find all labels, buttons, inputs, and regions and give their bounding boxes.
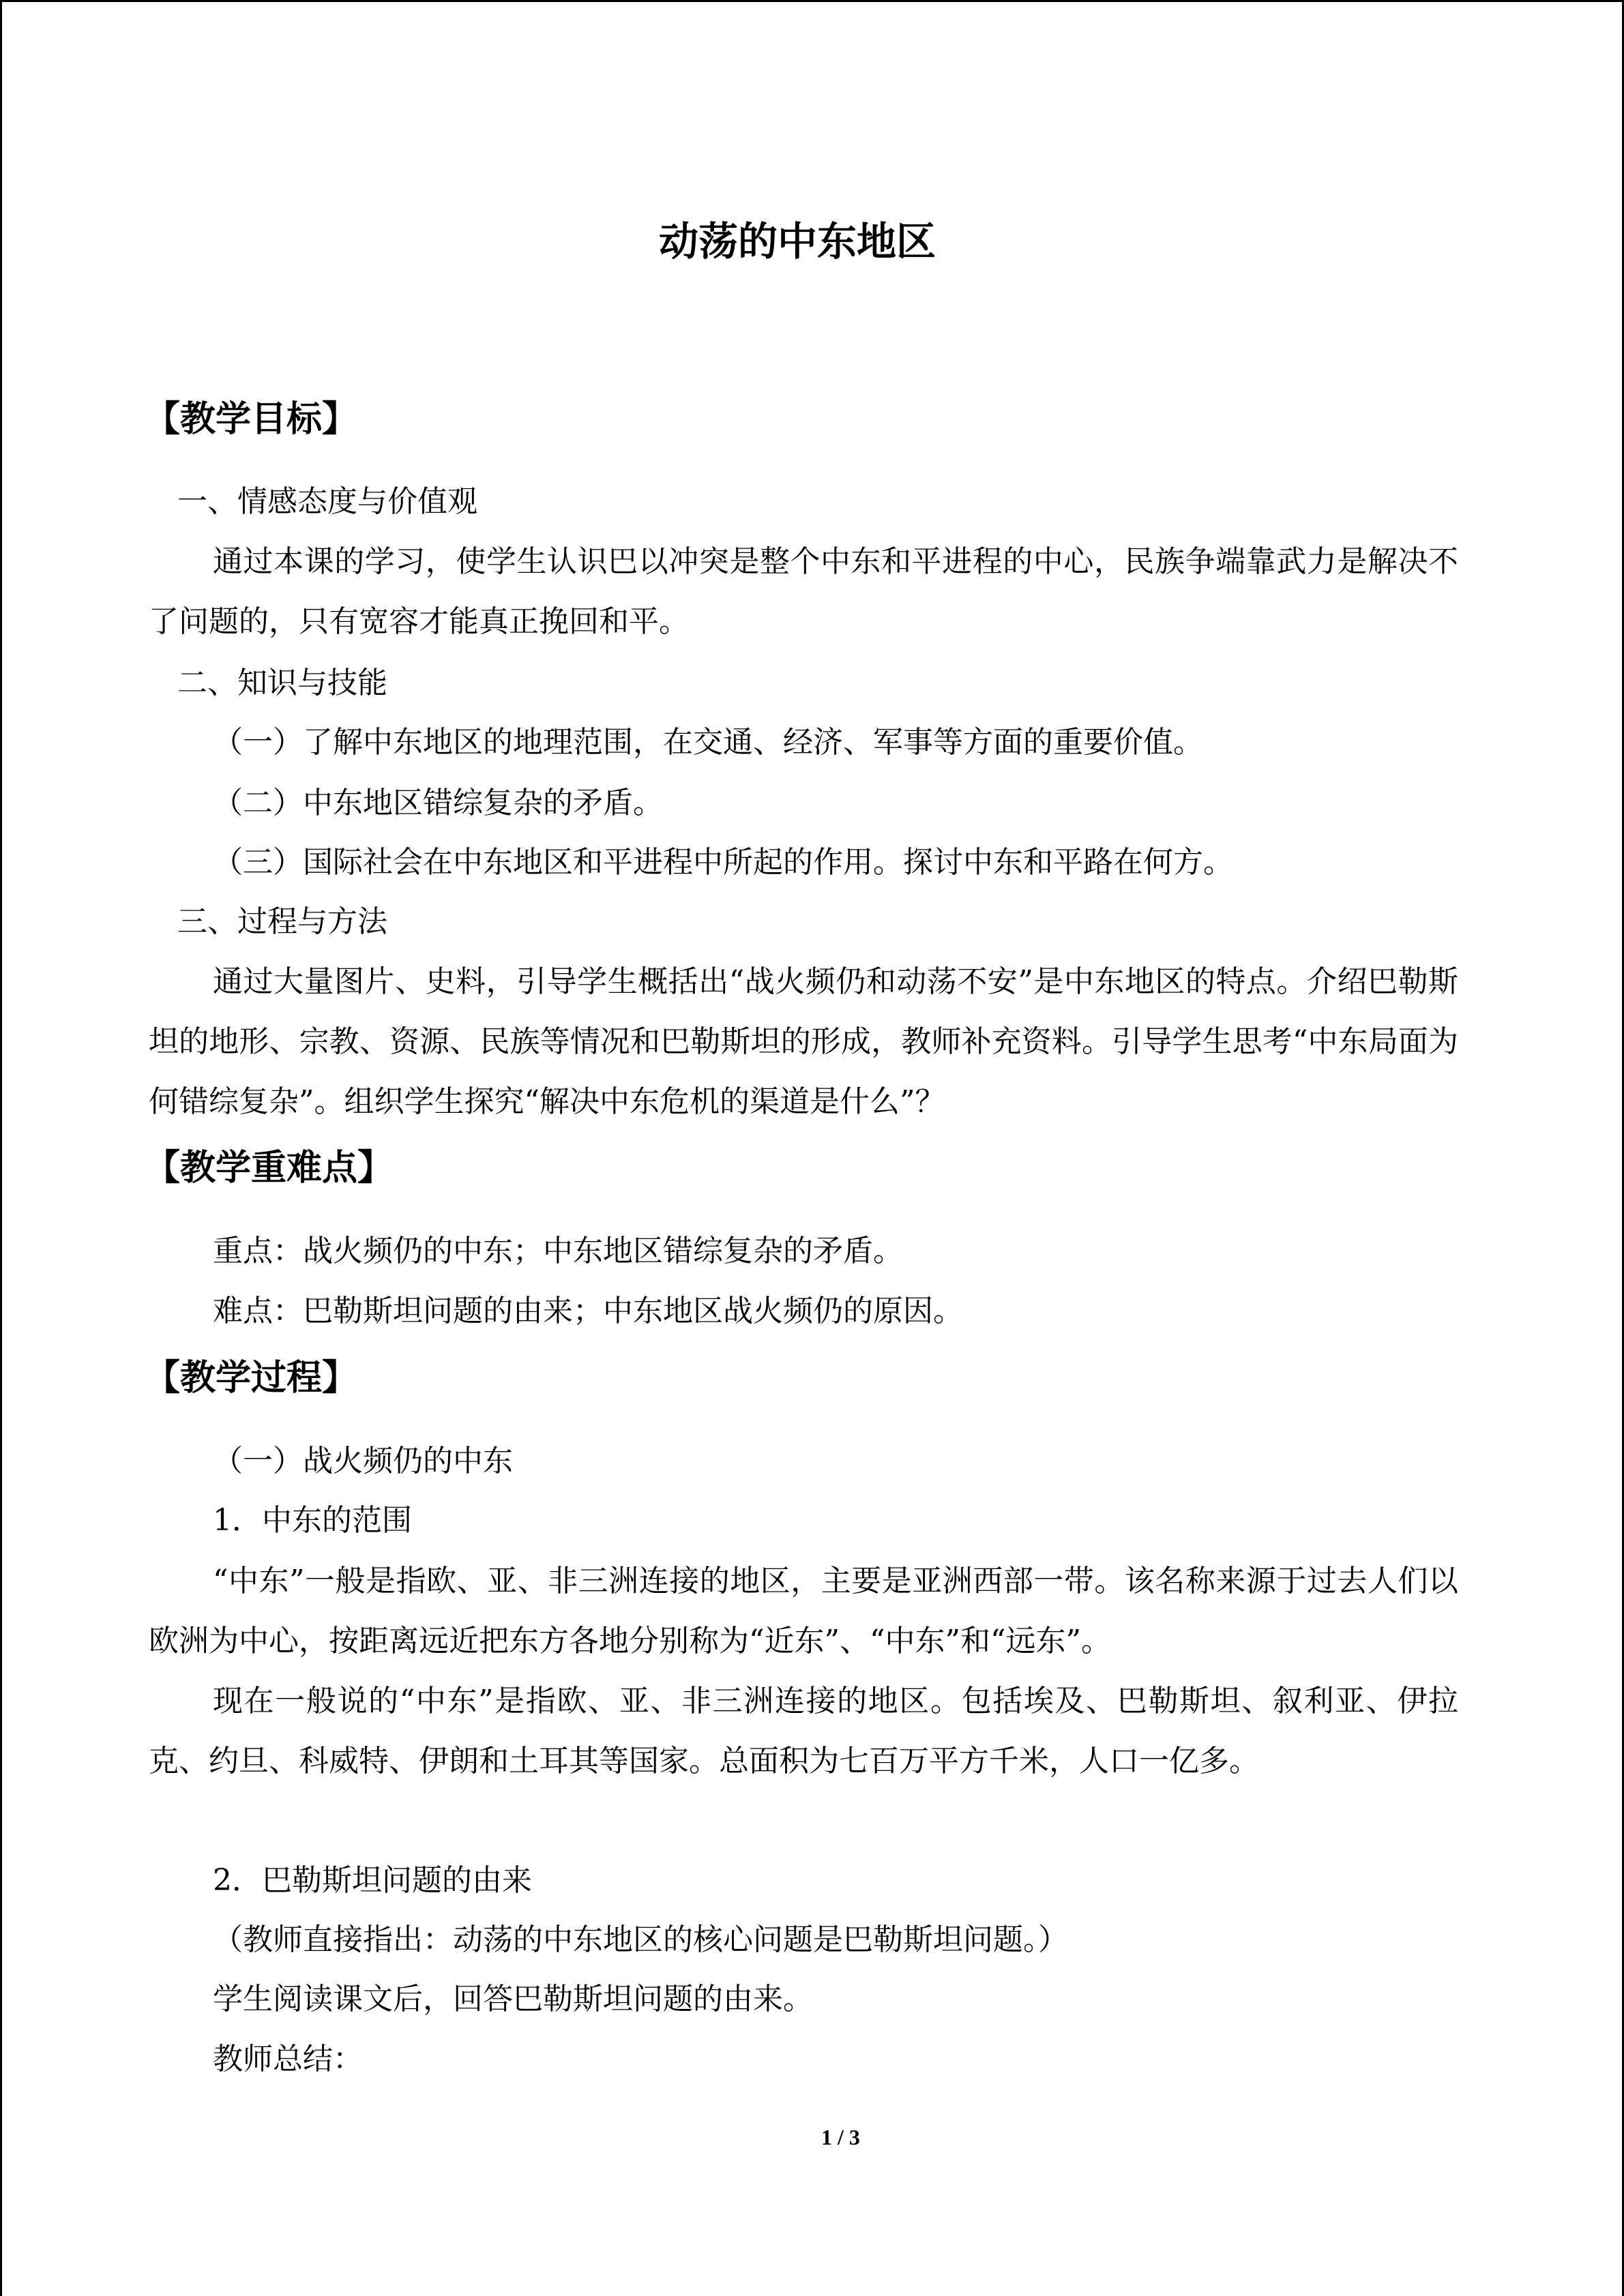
heading-teaching-goals: 【教学目标】: [145, 398, 358, 440]
teacher-summary: 教师总结：: [213, 2042, 363, 2076]
heading-key-difficult-points: 【教学重难点】: [145, 1147, 394, 1189]
student-activity: 学生阅读课文后，回答巴勒斯坦问题的由来。: [213, 1982, 813, 2016]
document-title: 动荡的中东地区: [659, 218, 936, 265]
process-part-1: （一）战火频仍的中东: [213, 1444, 513, 1478]
paragraph-process-methods: 通过大量图片、史料，引导学生概括出“战火频仍和动荡不安”是中东地区的特点。介绍巴勒斯坦的地形、宗教、资源、民族等情况和巴勒斯坦的形成，教师补充资料。引导学生思考“中东局面为何错综复杂”。组织学生探究“解决中东危机的渠道是什么”？: [149, 964, 1458, 1119]
teacher-note: （教师直接指出：动荡的中东地区的核心问题是巴勒斯坦问题。）: [213, 1922, 1068, 1957]
list-item-3: （三）国际社会在中东地区和平进程中所起的作用。探讨中东和平路在何方。: [213, 845, 1233, 880]
subheading-knowledge-skills: 二、知识与技能: [177, 666, 387, 700]
heading-teaching-process: 【教学过程】: [145, 1357, 358, 1399]
page-border-top: [0, 0, 1624, 2]
paragraph-middle-east-now: 现在一般说的“中东”是指欧、亚、非三洲连接的地区。包括埃及、巴勒斯坦、叙利亚、伊拉克、约旦、科威特、伊朗和土耳其等国家。总面积为七百万平方千米，人口一亿多。: [149, 1684, 1458, 1778]
subheading-attitude-values: 一、情感态度与价值观: [177, 484, 477, 519]
paragraph-middle-east-definition: “中东”一般是指欧、亚、非三洲连接的地区，主要是亚洲西部一带。该名称来源于过去人们以欧洲为中心，按距离远近把东方各地分别称为“近东”、“中东”和“远东”。: [149, 1564, 1458, 1658]
subheading-process-methods: 三、过程与方法: [177, 904, 387, 939]
list-item-1: （一）了解中东地区的地理范围，在交通、经济、军事等方面的重要价值。: [213, 725, 1203, 760]
process-subsection-2: 2．巴勒斯坦问题的由来: [213, 1863, 532, 1898]
page-border-left: [0, 0, 2, 2296]
process-subsection-1: 1．中东的范围: [213, 1503, 412, 1538]
paragraph-attitude-values: 通过本课的学习，使学生认识巴以冲突是整个中东和平进程的中心，民族争端靠武力是解决不了问题的，只有宽容才能真正挽回和平。: [149, 544, 1458, 639]
key-point-text: 重点：战火频仍的中东；中东地区错综复杂的矛盾。: [213, 1234, 903, 1268]
difficult-point-text: 难点：巴勒斯坦问题的由来；中东地区战火频仍的原因。: [213, 1294, 963, 1328]
page-number: 1 / 3: [821, 2125, 860, 2149]
list-item-2: （二）中东地区错综复杂的矛盾。: [213, 786, 663, 820]
